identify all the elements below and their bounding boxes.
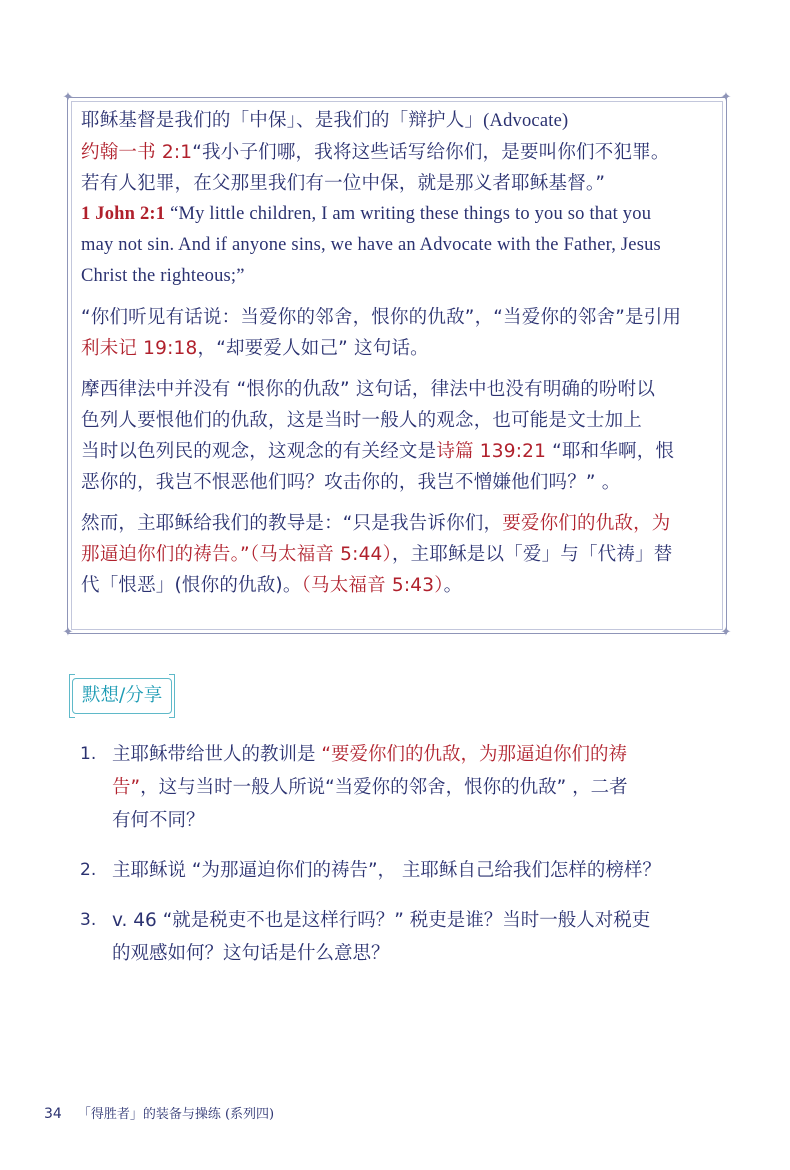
- paragraph-hearsay: [81, 302, 717, 364]
- paragraph-law: [81, 374, 717, 498]
- scripture-ref: 1 John 2:1: [81, 204, 166, 224]
- question-item: [80, 904, 730, 970]
- text: ，“却要爱人如己” 这句话。: [197, 338, 429, 359]
- scripture-ref: 诗篇 139:21: [436, 441, 547, 462]
- paragraph-teaching: [81, 508, 717, 601]
- corner-ornament-icon: ✦: [720, 625, 732, 640]
- text-en: (Advocate): [483, 111, 569, 131]
- corner-ornament-icon: ✦: [720, 90, 732, 105]
- text-line: “你们听见有话说：当爱你的邻舍，恨你的仇敌”，“当爱你的邻舍”是引用: [81, 307, 682, 328]
- question-item: [80, 854, 730, 887]
- text-line: 恶你的，我岂不恨恶他们吗？攻击你的，我岂不憎嫌他们吗？” 。: [81, 472, 621, 493]
- text: “我小子们哪，我将这些话写给你们，是要叫你们不犯罪。: [192, 142, 670, 163]
- corner-ornament-icon: ✦: [62, 90, 74, 105]
- text-line: 色列人要恨他们的仇敌，这是当时一般人的观念，也可能是文士加上: [81, 410, 643, 431]
- emphasis-text: 要爱你们的仇敌，为: [502, 513, 671, 534]
- corner-ornament-icon: ✦: [62, 625, 74, 640]
- text-line: [81, 137, 717, 168]
- question-list: [80, 738, 730, 987]
- text-line: [81, 436, 717, 467]
- text: “耶和华啊，恨: [546, 441, 675, 462]
- text: 主耶稣说 “为那逼迫你们的祷告”， 主耶稣自己给我们怎样的榜样？: [112, 860, 661, 881]
- question-text: [112, 738, 628, 837]
- question-number: 3.: [80, 910, 97, 930]
- page-number: 34: [44, 1106, 62, 1122]
- text-line: [81, 539, 717, 570]
- question-item: [80, 738, 730, 837]
- scripture-ref: （马太福音 5:44）: [249, 544, 392, 565]
- text-line: [81, 333, 717, 364]
- book-title: 「得胜者」的装备与操练 (系列四): [77, 1107, 275, 1122]
- text: 然而，主耶稣给我们的教导是：“只是我告诉你们，: [81, 513, 503, 534]
- question-text: [112, 904, 650, 970]
- paragraph-advocate: [81, 105, 717, 292]
- bracket-ornament-icon: [69, 674, 75, 718]
- box-content: [81, 105, 717, 601]
- text: ，主耶稣是以「爱」与「代祷」替: [391, 544, 673, 565]
- scripture-ref: （马太福音 5:43）: [301, 575, 444, 596]
- scripture-ref: 利未记 19:18: [81, 338, 198, 359]
- text: 有何不同？: [112, 810, 205, 831]
- bracket-ornament-icon: [169, 674, 175, 718]
- scripture-box: [62, 90, 732, 640]
- text-en: “My little children, I am writing these things to you so that you: [165, 204, 652, 224]
- text: 耶稣基督是我们的「中保」、是我们的「辩护人」: [81, 110, 484, 131]
- text-line: [81, 199, 717, 230]
- emphasis-text: “要爱你们的仇敌，为那逼迫你们的祷: [321, 744, 627, 765]
- text: ，这与当时一般人所说“当爱你的邻舍，恨你的仇敌” ，二者: [140, 777, 628, 798]
- section-title-text: 默想/分享: [82, 685, 163, 706]
- text-line: [81, 570, 717, 601]
- text-line: [81, 508, 717, 539]
- page-footer: [44, 1103, 274, 1122]
- question-number: 1.: [80, 744, 97, 764]
- question-number: 2.: [80, 860, 97, 880]
- section-title: [72, 678, 172, 714]
- emphasis-text: 那逼迫你们的祷告。”: [81, 544, 250, 565]
- text: 当时以色列民的观念，这观念的有关经文是: [81, 441, 437, 462]
- text-line: may not sin. And if anyone sins, we have an Advocate with the Father, Jesus: [81, 235, 661, 255]
- text: 代「恨恶」(恨你的仇敌)。: [81, 575, 302, 596]
- text-line: 摩西律法中并没有 “恨你的仇敌” 这句话，律法中也没有明确的吩咐以: [81, 379, 656, 400]
- emphasis-text: 告”: [112, 777, 141, 798]
- text-line: [81, 105, 717, 137]
- question-text: [112, 854, 661, 887]
- text: v. 46 “就是税吏不也是这样行吗？” 税吏是谁？当时一般人对税吏: [112, 910, 651, 931]
- text-line: 若有人犯罪，在父那里我们有一位中保，就是那义者耶稣基督。”: [81, 173, 606, 194]
- scripture-ref: 约翰一书 2:1: [81, 142, 193, 163]
- text: 主耶稣带给世人的教训是: [112, 744, 322, 765]
- text: 的观感如何？这句话是什么意思？: [112, 943, 390, 964]
- text-line: Christ the righteous;”: [81, 266, 245, 286]
- text: 。: [443, 575, 463, 596]
